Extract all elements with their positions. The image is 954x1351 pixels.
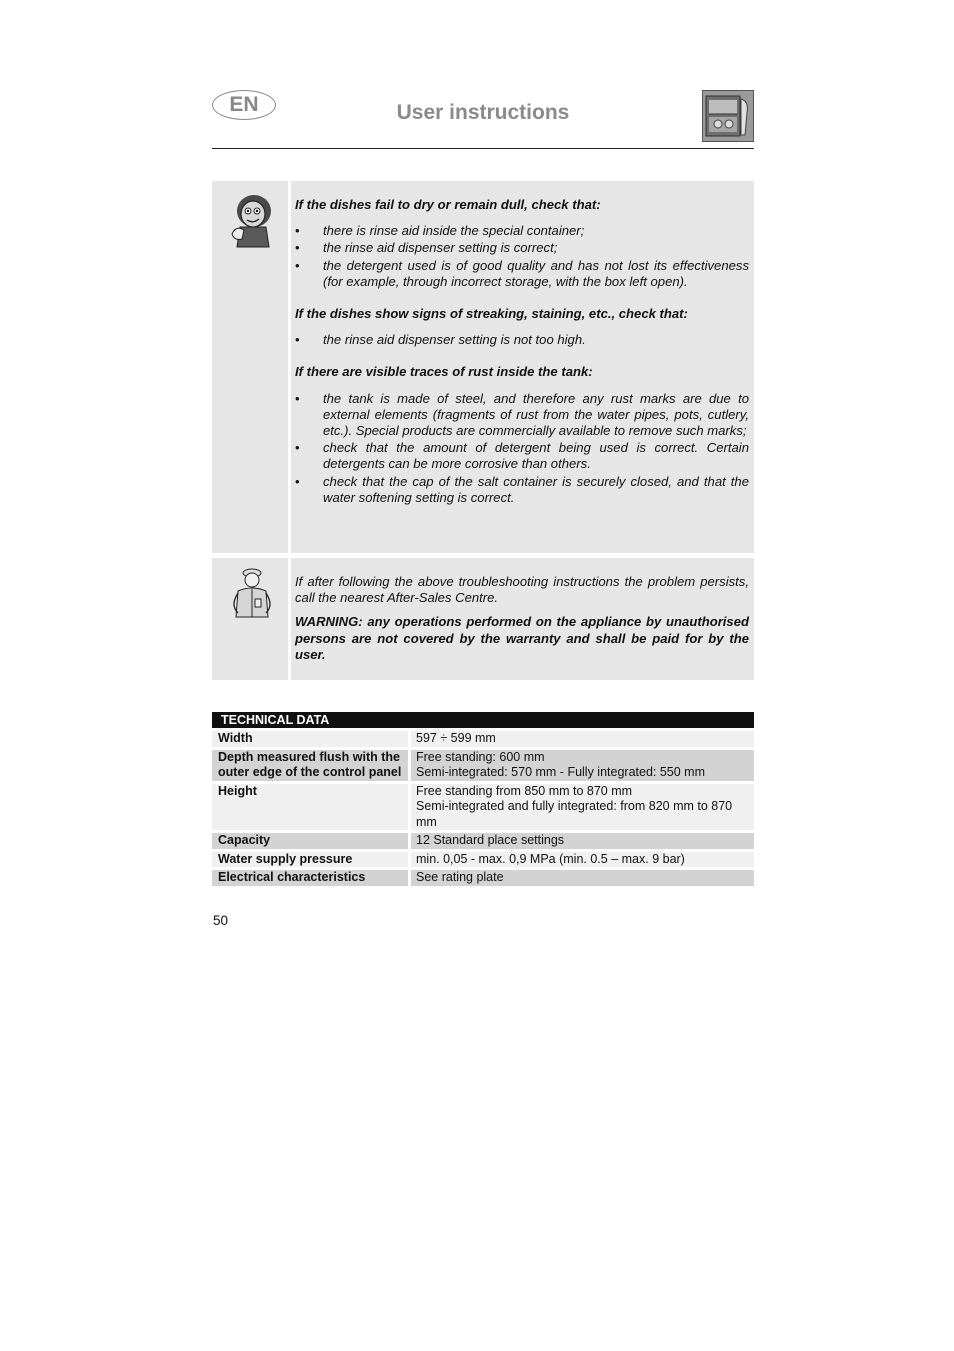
list-item: • there is rinse aid inside the special container; xyxy=(295,223,749,239)
row-label: Water supply pressure xyxy=(212,852,408,868)
list-item: • the rinse aid dispenser setting is correct; xyxy=(295,240,749,256)
row-label: Width xyxy=(212,731,408,747)
thinking-character-icon xyxy=(222,189,282,249)
table-row xyxy=(212,750,754,781)
row-label: Capacity xyxy=(212,833,408,849)
table-row xyxy=(212,731,754,747)
row-label: Height xyxy=(212,784,408,831)
row-value-line: 597 ÷ 599 mm xyxy=(416,731,496,745)
page-title: User instructions xyxy=(396,101,570,124)
dishwasher-icon xyxy=(702,90,754,142)
list-item: • the rinse aid dispenser setting is not too high. xyxy=(295,332,749,348)
page-number: 50 xyxy=(213,913,229,928)
tip-heading-streaking: If the dishes show signs of streaking, staining, etc., check that: xyxy=(295,306,688,322)
tip-heading-dry: If the dishes fail to dry or remain dull, check that: xyxy=(295,197,601,212)
icon-column xyxy=(212,181,291,553)
warranty-warning: WARNING: any operations performed on the appliance by unauthorised persons are not covered by the warranty and shall be paid for by the user. xyxy=(295,614,749,662)
page-header xyxy=(212,88,754,149)
row-value xyxy=(411,731,754,747)
technical-data-header: TECHNICAL DATA xyxy=(212,712,754,728)
row-value xyxy=(411,852,754,868)
row-value xyxy=(411,750,754,781)
row-label: Depth measured flush with the outer edge of the control panel xyxy=(212,750,408,781)
row-value-line: min. 0,05 - max. 0,9 MPa (min. 0.5 – max. 9 bar) xyxy=(416,851,685,866)
row-value-line: Semi-integrated: 570 mm - Fully integrated: 550 mm xyxy=(416,765,706,779)
row-value-line: Free standing from 850 mm to 870 mm xyxy=(416,783,633,798)
tip-list-dry xyxy=(295,223,749,290)
tip-list-streaking xyxy=(295,332,749,348)
list-item: • check that the cap of the salt container is securely closed, and that the water softening setting is correct. xyxy=(295,474,749,506)
table-row xyxy=(212,852,754,868)
row-value-line: See rating plate xyxy=(416,870,504,884)
row-value xyxy=(411,784,754,831)
technical-data-table xyxy=(212,712,754,889)
icon-column xyxy=(212,558,291,680)
troubleshooting-text xyxy=(295,197,749,506)
troubleshooting-section xyxy=(212,181,754,553)
row-value xyxy=(411,833,754,849)
row-value-line: Free standing: 600 mm xyxy=(416,749,545,764)
row-label: Electrical characteristics xyxy=(212,870,408,886)
service-section xyxy=(212,558,754,680)
table-row xyxy=(212,870,754,886)
service-advice: If after following the above troubleshooting instructions the problem persists, call the nearest After-Sales Centre. xyxy=(295,574,749,606)
language-badge: EN xyxy=(212,90,276,120)
list-item: • the detergent used is of good quality and has not lost its effectiveness (for example, through incorrect storage, with the box left open). xyxy=(295,258,749,290)
technician-icon xyxy=(224,565,280,621)
list-item: • the tank is made of steel, and therefore any rust marks are due to external elements (fragments of rust from the water pipes, pots, cutlery, etc.). Special products are commercially available to remove such marks; xyxy=(295,391,749,440)
row-value-line: Semi-integrated and fully integrated: from 820 mm to 870 mm xyxy=(416,799,733,829)
table-row xyxy=(212,833,754,849)
row-value xyxy=(411,870,754,886)
tip-list-rust xyxy=(295,391,749,506)
row-value-line: 12 Standard place settings xyxy=(416,833,565,847)
table-row xyxy=(212,784,754,831)
service-text xyxy=(295,574,749,663)
tip-heading-rust: If there are visible traces of rust inside the tank: xyxy=(295,364,593,380)
list-item: • check that the amount of detergent being used is correct. Certain detergents can be more corrosive than others. xyxy=(295,440,749,472)
